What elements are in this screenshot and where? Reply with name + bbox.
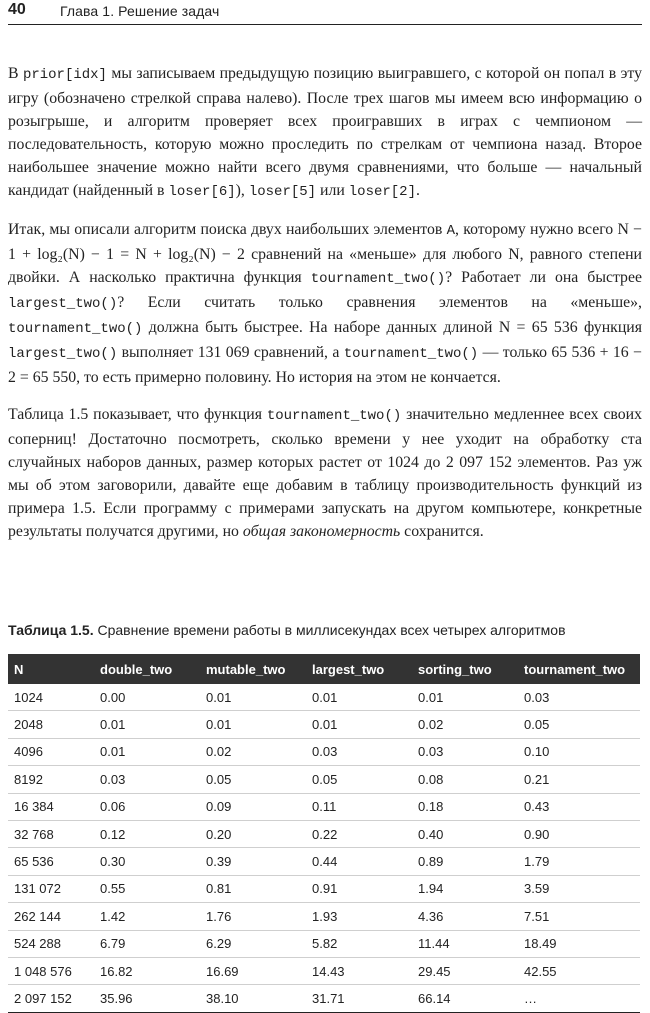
table-row — [8, 848, 640, 875]
table-cell: 0.39 — [200, 848, 306, 875]
text-run: В — [8, 65, 23, 82]
table-cell: 2048 — [8, 711, 94, 738]
table-cell: 262 144 — [8, 903, 94, 930]
table-cell: 1 048 576 — [8, 957, 94, 984]
text-run: Таблица 1.5 показывает, что функция — [8, 406, 267, 423]
table-row — [8, 766, 640, 793]
table-cell: 0.03 — [412, 738, 518, 765]
paragraph — [8, 218, 642, 389]
inline-code: loser[2] — [348, 184, 416, 200]
inline-code: prior[idx] — [22, 67, 107, 83]
table-cell: 0.03 — [94, 766, 200, 793]
table-cell: 0.05 — [200, 766, 306, 793]
table-cell: 6.29 — [200, 930, 306, 957]
column-header: double_two — [94, 654, 200, 684]
paragraph — [8, 403, 642, 543]
text-run: — только 65 536 + 16 − 2 = 65 550, то есть примерно половину. Но история на этом не кончается. — [8, 344, 642, 386]
table-row — [8, 820, 640, 847]
text-run: , которому нужно всего N − 1 + log₂(N) − 1 = N + log₂(N) − 2 сравнений на «меньше» для любого N, равного степени двойки. А насколько практична функция — [8, 221, 642, 286]
table-cell: 0.03 — [518, 684, 640, 711]
table-cell: 0.03 — [306, 738, 412, 765]
inline-code: loser[5] — [248, 184, 317, 200]
text-run: выполняет 131 069 сравнений, а — [117, 344, 344, 361]
table-cell: 1.79 — [518, 848, 640, 875]
table-row — [8, 684, 640, 711]
table-cell: 0.02 — [200, 738, 306, 765]
table-cell: 0.21 — [518, 766, 640, 793]
table-cell: 0.40 — [412, 820, 518, 847]
table-cell: 16 384 — [8, 793, 94, 820]
table-cell: 6.79 — [94, 930, 200, 957]
text-run: или — [316, 182, 349, 199]
page-number: 40 — [8, 1, 26, 18]
text-run: должна быть быстрее. На наборе данных длиной N = 65 536 функция — [142, 319, 642, 336]
text-run: ? Если считать только сравнения элементов на «меньше», — [117, 294, 642, 311]
table-cell: 0.11 — [306, 793, 412, 820]
table-cell: 0.00 — [94, 684, 200, 711]
table-cell: 1.76 — [200, 903, 306, 930]
table-cell: 0.01 — [200, 684, 306, 711]
table-cell: 0.01 — [94, 738, 200, 765]
table-row — [8, 957, 640, 984]
table-cell: 0.20 — [200, 820, 306, 847]
text-run: значительно медленнее всех своих соперниц! Достаточно посмотреть, сколько времени у нее уходит на обработку ста случайных наборов данных, размер которых растет от 1024 до 2 097 152 элементов. Раз уж мы об этом заговорили, давайте еще добавим в таблицу производительность функций из примера 1.5. Если программу с примерами запускать на другом компьютере, конкретные результаты получатся другими, но — [8, 406, 642, 540]
table-header-row — [8, 654, 640, 684]
table-cell: 1.93 — [306, 903, 412, 930]
table-body — [8, 684, 640, 1012]
running-head — [8, 0, 642, 25]
table-cell: 524 288 — [8, 930, 94, 957]
column-header: sorting_two — [412, 654, 518, 684]
table-cell: 0.06 — [94, 793, 200, 820]
table-cell: 11.44 — [412, 930, 518, 957]
table-cell: 2 097 152 — [8, 985, 94, 1012]
table-cell: 0.01 — [412, 684, 518, 711]
table-row — [8, 903, 640, 930]
table-cell: 4096 — [8, 738, 94, 765]
paragraph — [8, 62, 642, 204]
table-cell: 0.01 — [200, 711, 306, 738]
table-cell: 0.09 — [200, 793, 306, 820]
table-cell: 0.01 — [306, 684, 412, 711]
table-cell: 66.14 — [412, 985, 518, 1012]
text-run: Итак, мы описали алгоритм поиска двух наибольших элементов — [8, 221, 447, 238]
emphasis: общая закономерность — [242, 523, 401, 540]
table-cell: 0.91 — [306, 875, 412, 902]
table-cell: 18.49 — [518, 930, 640, 957]
table-cell: 3.59 — [518, 875, 640, 902]
text-run: мы записываем предыдущую позицию выигравшего, с которой он попал в эту игру (обозначено стрелкой справа налево). После трех шагов мы имеем всю информацию о розыгрыше, и алгоритм проверяет всех проигравших в играх с чемпионом — последовательность, которую можно проследить по стрелкам от чемпиона назад. Второе наибольшее значение можно найти всего двумя сравнениями, что больше — начальный кандидат (найденный в — [8, 65, 642, 199]
table-caption-label: Таблица 1.5. — [8, 622, 94, 638]
table-cell: 0.08 — [412, 766, 518, 793]
inline-code: loser[6] — [168, 184, 236, 200]
table-cell: 8192 — [8, 766, 94, 793]
table-cell: 7.51 — [518, 903, 640, 930]
table-cell: 0.01 — [306, 711, 412, 738]
table-cell: 38.10 — [200, 985, 306, 1012]
table-cell: 32 768 — [8, 820, 94, 847]
table-cell: 0.30 — [94, 848, 200, 875]
text-run: ), — [235, 182, 249, 199]
table-cell: 0.12 — [94, 820, 200, 847]
inline-code: largest_two() — [8, 346, 118, 362]
chapter-title: Глава 1. Решение задач — [60, 3, 220, 19]
table-cell: 65 536 — [8, 848, 94, 875]
table-caption — [8, 622, 566, 638]
table-row — [8, 793, 640, 820]
table-cell: 0.44 — [306, 848, 412, 875]
table-row — [8, 875, 640, 902]
text-run: сохранится. — [400, 523, 484, 540]
inline-code: tournament_two() — [8, 321, 143, 337]
table-cell: 131 072 — [8, 875, 94, 902]
table-row — [8, 985, 640, 1012]
timing-table — [8, 654, 640, 1013]
table-cell: 0.10 — [518, 738, 640, 765]
table-cell: 0.01 — [94, 711, 200, 738]
table-cell: … — [518, 985, 640, 1012]
table-cell: 31.71 — [306, 985, 412, 1012]
table-cell: 0.05 — [306, 766, 412, 793]
table-cell: 16.82 — [94, 957, 200, 984]
table-cell: 0.02 — [412, 711, 518, 738]
table-row — [8, 711, 640, 738]
table-cell: 0.43 — [518, 793, 640, 820]
table-cell: 4.36 — [412, 903, 518, 930]
table-cell: 1024 — [8, 684, 94, 711]
table-row — [8, 738, 640, 765]
table-cell: 0.81 — [200, 875, 306, 902]
inline-code: A — [446, 223, 456, 239]
column-header: tournament_two — [518, 654, 640, 684]
inline-code: tournament_two() — [266, 408, 402, 424]
text-run: . — [415, 182, 420, 199]
table-row — [8, 930, 640, 957]
body-text — [8, 62, 642, 557]
table-cell: 42.55 — [518, 957, 640, 984]
table-cell: 35.96 — [94, 985, 200, 1012]
table-cell: 5.82 — [306, 930, 412, 957]
column-header: N — [8, 654, 94, 684]
table-cell: 29.45 — [412, 957, 518, 984]
table-cell: 0.18 — [412, 793, 518, 820]
table-cell: 1.42 — [94, 903, 200, 930]
table-cell: 16.69 — [200, 957, 306, 984]
inline-code: largest_two() — [8, 296, 118, 312]
table-cell: 0.22 — [306, 820, 412, 847]
inline-code: tournament_two() — [343, 346, 479, 362]
column-header: largest_two — [306, 654, 412, 684]
table-cell: 14.43 — [306, 957, 412, 984]
inline-code: tournament_two() — [310, 271, 446, 287]
table-cell: 0.05 — [518, 711, 640, 738]
table-cell: 0.55 — [94, 875, 200, 902]
table-cell: 0.89 — [412, 848, 518, 875]
table-caption-text: Сравнение времени работы в миллисекундах всех четырех алгоритмов — [97, 622, 566, 638]
text-run: ? Работает ли она быстрее — [445, 269, 642, 286]
table-cell: 0.90 — [518, 820, 640, 847]
column-header: mutable_two — [200, 654, 306, 684]
table-cell: 1.94 — [412, 875, 518, 902]
